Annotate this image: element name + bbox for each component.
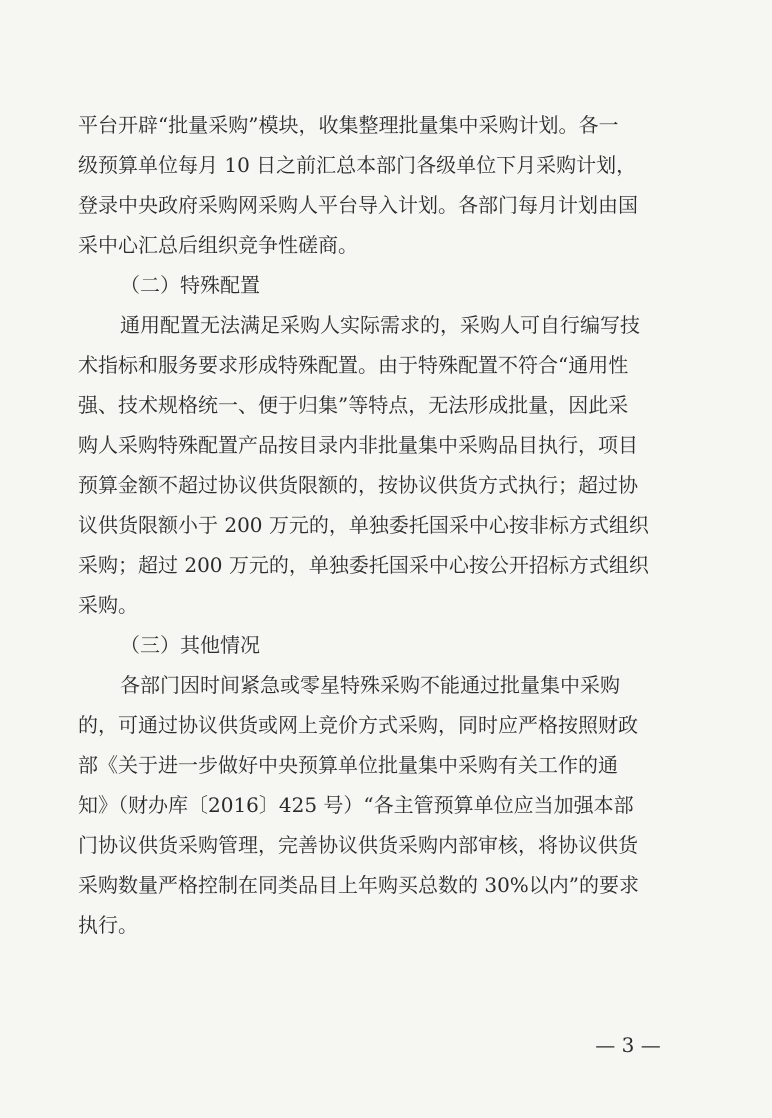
section-heading-other: （三）其他情况 (120, 633, 260, 657)
paragraph-line: 部《关于进一步做好中央预算单位批量集中采购有关工作的通 (78, 753, 618, 777)
paragraph-line: 通用配置无法满足采购人实际需求的，采购人可自行编写技 (120, 313, 640, 337)
paragraph-line: 采购；超过 200 万元的，单独委托国采中心按公开招标方式组织 (78, 553, 649, 577)
body-text (78, 105, 698, 945)
paragraph-line: 的，可通过协议供货或网上竞价方式采购，同时应严格按照财政 (78, 713, 638, 737)
paragraph-line: 级预算单位每月 10 日之前汇总本部门各级单位下月采购计划， (78, 153, 637, 177)
paragraph-line: 平台开辟“批量采购”模块，收集整理批量集中采购计划。各一 (78, 113, 619, 137)
paragraph-line: 购人采购特殊配置产品按目录内非批量集中采购品目执行，项目 (78, 433, 638, 457)
paragraph-line: 术指标和服务要求形成特殊配置。由于特殊配置不符合“通用性 (78, 353, 629, 377)
paragraph-line: 采购数量严格控制在同类品目上年购买总数的 30%以内”的要求 (78, 873, 640, 897)
paragraph-line: 议供货限额小于 200 万元的，单独委托国采中心按非标方式组织 (78, 513, 649, 537)
paragraph-line: 预算金额不超过协议供货限额的，按协议供货方式执行；超过协 (78, 473, 638, 497)
paragraph-line: 登录中央政府采购网采购人平台导入计划。各部门每月计划由国 (78, 193, 638, 217)
paragraph-line: 知》（财办库〔2016〕425 号）“各主管预算单位应当加强本部 (78, 793, 634, 817)
page-number: — 3 — (595, 1033, 661, 1057)
paragraph-line: 采中心汇总后组织竞争性磋商。 (78, 233, 358, 257)
paragraph-line: 采购。 (78, 593, 138, 617)
paragraph-line: 执行。 (78, 913, 138, 937)
paragraph-line: 各部门因时间紧急或零星特殊采购不能通过批量集中采购 (120, 673, 620, 697)
section-heading-special-config: （二）特殊配置 (120, 273, 260, 297)
paragraph-line: 强、技术规格统一、便于归集”等特点，无法形成批量，因此采 (78, 393, 629, 417)
paragraph-line: 门协议供货采购管理，完善协议供货采购内部审核，将协议供货 (78, 833, 638, 857)
